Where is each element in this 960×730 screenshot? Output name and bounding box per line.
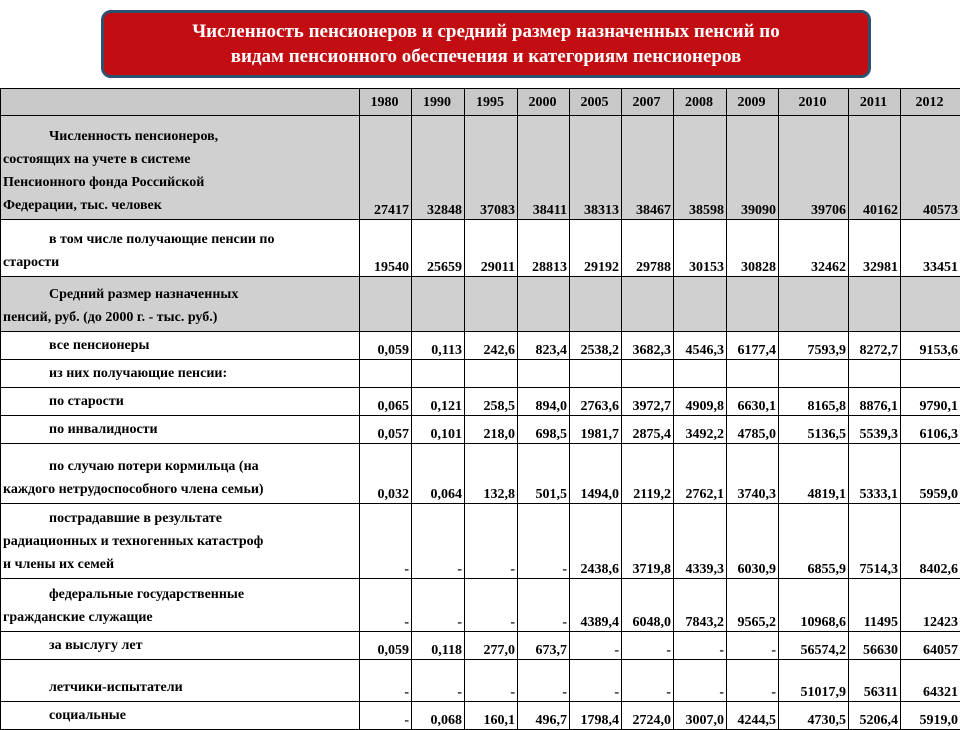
value-cell bbox=[518, 277, 570, 332]
year-header: 2012 bbox=[901, 89, 960, 116]
value-cell: 37083 bbox=[465, 116, 518, 220]
row-label-line: в том числе получающие пенсии по bbox=[3, 228, 357, 251]
row-label-line: старости bbox=[3, 251, 357, 274]
value-cell bbox=[622, 277, 674, 332]
value-cell: 32462 bbox=[779, 220, 849, 277]
value-cell: 3682,3 bbox=[622, 332, 674, 360]
value-cell: 33451 bbox=[901, 220, 960, 277]
value-cell: 698,5 bbox=[518, 416, 570, 444]
row-label-line: каждого нетрудоспособного члена семьи) bbox=[3, 478, 357, 501]
row-label bbox=[1, 702, 360, 730]
table-row bbox=[1, 332, 960, 360]
table-row bbox=[1, 702, 960, 730]
value-cell: 30153 bbox=[674, 220, 727, 277]
table-row bbox=[1, 277, 960, 332]
value-cell: 0,118 bbox=[412, 632, 465, 660]
value-cell bbox=[570, 360, 622, 388]
value-cell: 30828 bbox=[727, 220, 779, 277]
year-header: 2011 bbox=[849, 89, 901, 116]
value-cell: 242,6 bbox=[465, 332, 518, 360]
value-cell: 64057 bbox=[901, 632, 960, 660]
row-label-line: социальные bbox=[3, 704, 357, 727]
value-cell: 2875,4 bbox=[622, 416, 674, 444]
value-cell: 501,5 bbox=[518, 444, 570, 504]
value-cell: - bbox=[622, 660, 674, 702]
value-cell bbox=[360, 277, 412, 332]
header-row bbox=[1, 89, 960, 116]
row-label bbox=[1, 220, 360, 277]
value-cell: - bbox=[727, 660, 779, 702]
value-cell: - bbox=[412, 504, 465, 579]
value-cell: 5539,3 bbox=[849, 416, 901, 444]
value-cell: 12423 bbox=[901, 579, 960, 632]
value-cell: 1798,4 bbox=[570, 702, 622, 730]
year-header: 1990 bbox=[412, 89, 465, 116]
value-cell bbox=[465, 277, 518, 332]
value-cell: - bbox=[518, 504, 570, 579]
value-cell: 40573 bbox=[901, 116, 960, 220]
value-cell: 1494,0 bbox=[570, 444, 622, 504]
value-cell bbox=[901, 360, 960, 388]
value-cell: - bbox=[360, 660, 412, 702]
row-label-line: пострадавшие в результате bbox=[3, 507, 357, 530]
table-row bbox=[1, 360, 960, 388]
value-cell: 29011 bbox=[465, 220, 518, 277]
row-label-line: из них получающие пенсии: bbox=[3, 362, 357, 385]
value-cell: 40162 bbox=[849, 116, 901, 220]
row-label bbox=[1, 444, 360, 504]
table-row bbox=[1, 504, 960, 579]
value-cell: 0,059 bbox=[360, 632, 412, 660]
value-cell: 7514,3 bbox=[849, 504, 901, 579]
value-cell: 10968,6 bbox=[779, 579, 849, 632]
row-label bbox=[1, 632, 360, 660]
title-banner bbox=[101, 10, 871, 78]
value-cell: 2438,6 bbox=[570, 504, 622, 579]
table-row bbox=[1, 116, 960, 220]
row-label-line: радиационных и техногенных катастроф bbox=[3, 530, 357, 553]
year-header: 1995 bbox=[465, 89, 518, 116]
value-cell: 4244,5 bbox=[727, 702, 779, 730]
value-cell: 4730,5 bbox=[779, 702, 849, 730]
value-cell: 6048,0 bbox=[622, 579, 674, 632]
value-cell: 3740,3 bbox=[727, 444, 779, 504]
row-label-line: все пенсионеры bbox=[3, 334, 357, 357]
value-cell: 4785,0 bbox=[727, 416, 779, 444]
value-cell: 2119,2 bbox=[622, 444, 674, 504]
value-cell: 11495 bbox=[849, 579, 901, 632]
value-cell: 25659 bbox=[412, 220, 465, 277]
value-cell: 0,121 bbox=[412, 388, 465, 416]
value-cell: 8272,7 bbox=[849, 332, 901, 360]
value-cell: 19540 bbox=[360, 220, 412, 277]
value-cell bbox=[622, 360, 674, 388]
year-header: 2009 bbox=[727, 89, 779, 116]
value-cell bbox=[901, 277, 960, 332]
value-cell: - bbox=[412, 579, 465, 632]
value-cell: 38411 bbox=[518, 116, 570, 220]
value-cell: 38467 bbox=[622, 116, 674, 220]
value-cell: 5919,0 bbox=[901, 702, 960, 730]
value-cell: 39706 bbox=[779, 116, 849, 220]
value-cell: - bbox=[360, 579, 412, 632]
value-cell bbox=[849, 277, 901, 332]
value-cell: - bbox=[570, 632, 622, 660]
row-label-line: Средний размер назначенных bbox=[3, 283, 357, 306]
value-cell: - bbox=[465, 504, 518, 579]
value-cell: 6030,9 bbox=[727, 504, 779, 579]
row-label bbox=[1, 277, 360, 332]
value-cell: 4909,8 bbox=[674, 388, 727, 416]
value-cell: - bbox=[674, 660, 727, 702]
row-label bbox=[1, 504, 360, 579]
row-label bbox=[1, 360, 360, 388]
value-cell: - bbox=[412, 660, 465, 702]
value-cell: 0,068 bbox=[412, 702, 465, 730]
value-cell: 38598 bbox=[674, 116, 727, 220]
value-cell: 8876,1 bbox=[849, 388, 901, 416]
row-label-line: по случаю потери кормильца (на bbox=[3, 455, 357, 478]
row-label-line: за выслугу лет bbox=[3, 634, 357, 657]
value-cell: 5136,5 bbox=[779, 416, 849, 444]
row-label-line: и члены их семей bbox=[3, 553, 357, 576]
value-cell: 5333,1 bbox=[849, 444, 901, 504]
row-label-line: Численность пенсионеров, bbox=[3, 125, 357, 148]
row-label bbox=[1, 332, 360, 360]
year-header: 1980 bbox=[360, 89, 412, 116]
value-cell: 160,1 bbox=[465, 702, 518, 730]
year-header: 2008 bbox=[674, 89, 727, 116]
value-cell: 6630,1 bbox=[727, 388, 779, 416]
value-cell bbox=[412, 277, 465, 332]
value-cell bbox=[849, 360, 901, 388]
value-cell bbox=[570, 277, 622, 332]
value-cell bbox=[360, 360, 412, 388]
value-cell: 0,059 bbox=[360, 332, 412, 360]
table-row bbox=[1, 660, 960, 702]
value-cell: - bbox=[622, 632, 674, 660]
value-cell: 32981 bbox=[849, 220, 901, 277]
value-cell: 0,064 bbox=[412, 444, 465, 504]
value-cell bbox=[779, 277, 849, 332]
row-label-line: по инвалидности bbox=[3, 418, 357, 441]
value-cell: 673,7 bbox=[518, 632, 570, 660]
value-cell: 8402,6 bbox=[901, 504, 960, 579]
value-cell: 0,113 bbox=[412, 332, 465, 360]
value-cell: 258,5 bbox=[465, 388, 518, 416]
value-cell: 277,0 bbox=[465, 632, 518, 660]
value-cell: 0,057 bbox=[360, 416, 412, 444]
value-cell bbox=[412, 360, 465, 388]
value-cell: 6855,9 bbox=[779, 504, 849, 579]
value-cell: 1981,7 bbox=[570, 416, 622, 444]
value-cell: 9565,2 bbox=[727, 579, 779, 632]
value-cell: 6106,3 bbox=[901, 416, 960, 444]
value-cell: - bbox=[518, 660, 570, 702]
value-cell: 3492,2 bbox=[674, 416, 727, 444]
value-cell: 7843,2 bbox=[674, 579, 727, 632]
value-cell: 132,8 bbox=[465, 444, 518, 504]
value-cell: 4819,1 bbox=[779, 444, 849, 504]
value-cell: 8165,8 bbox=[779, 388, 849, 416]
table-row bbox=[1, 444, 960, 504]
year-header: 2010 bbox=[779, 89, 849, 116]
value-cell: 0,101 bbox=[412, 416, 465, 444]
value-cell: 823,4 bbox=[518, 332, 570, 360]
value-cell: 6177,4 bbox=[727, 332, 779, 360]
row-label bbox=[1, 116, 360, 220]
value-cell: 2538,2 bbox=[570, 332, 622, 360]
value-cell: 29788 bbox=[622, 220, 674, 277]
value-cell: 3972,7 bbox=[622, 388, 674, 416]
value-cell: 27417 bbox=[360, 116, 412, 220]
row-label-line: федеральные государственные bbox=[3, 583, 357, 606]
title-line-1: Численность пенсионеров и средний размер назначенных пенсий по bbox=[192, 19, 780, 44]
value-cell bbox=[674, 277, 727, 332]
row-label-line: по старости bbox=[3, 390, 357, 413]
value-cell: - bbox=[465, 660, 518, 702]
value-cell: 0,032 bbox=[360, 444, 412, 504]
value-cell: 51017,9 bbox=[779, 660, 849, 702]
value-cell: 56630 bbox=[849, 632, 901, 660]
table-row bbox=[1, 416, 960, 444]
table-row bbox=[1, 220, 960, 277]
value-cell: 4546,3 bbox=[674, 332, 727, 360]
row-label-line: пенсий, руб. (до 2000 г. - тыс. руб.) bbox=[3, 306, 357, 329]
row-label bbox=[1, 416, 360, 444]
value-cell: 5206,4 bbox=[849, 702, 901, 730]
row-label-line: Федерации, тыс. человек bbox=[3, 194, 357, 217]
value-cell: 2763,6 bbox=[570, 388, 622, 416]
value-cell: 496,7 bbox=[518, 702, 570, 730]
value-cell: 38313 bbox=[570, 116, 622, 220]
value-cell: - bbox=[518, 579, 570, 632]
value-cell: - bbox=[360, 702, 412, 730]
value-cell: 29192 bbox=[570, 220, 622, 277]
value-cell: 4339,3 bbox=[674, 504, 727, 579]
row-label-line: Пенсионного фонда Российской bbox=[3, 171, 357, 194]
value-cell: - bbox=[360, 504, 412, 579]
year-header: 2007 bbox=[622, 89, 674, 116]
value-cell: 2724,0 bbox=[622, 702, 674, 730]
value-cell: 9790,1 bbox=[901, 388, 960, 416]
title-line-2: видам пенсионного обеспечения и категориям пенсионеров bbox=[231, 44, 742, 69]
value-cell: 7593,9 bbox=[779, 332, 849, 360]
value-cell: 3719,8 bbox=[622, 504, 674, 579]
year-header: 2005 bbox=[570, 89, 622, 116]
year-header: 2000 bbox=[518, 89, 570, 116]
pension-table bbox=[0, 88, 960, 730]
value-cell bbox=[779, 360, 849, 388]
value-cell: 5959,0 bbox=[901, 444, 960, 504]
row-label-line: летчики-испытатели bbox=[3, 676, 357, 699]
row-label-line: гражданские служащие bbox=[3, 606, 357, 629]
value-cell bbox=[727, 277, 779, 332]
value-cell: 218,0 bbox=[465, 416, 518, 444]
value-cell bbox=[727, 360, 779, 388]
value-cell bbox=[674, 360, 727, 388]
value-cell bbox=[518, 360, 570, 388]
value-cell: 32848 bbox=[412, 116, 465, 220]
value-cell bbox=[465, 360, 518, 388]
value-cell: 3007,0 bbox=[674, 702, 727, 730]
value-cell: 56311 bbox=[849, 660, 901, 702]
value-cell: 9153,6 bbox=[901, 332, 960, 360]
value-cell: 64321 bbox=[901, 660, 960, 702]
value-cell: 56574,2 bbox=[779, 632, 849, 660]
row-label bbox=[1, 579, 360, 632]
table-row bbox=[1, 388, 960, 416]
row-label-line: состоящих на учете в системе bbox=[3, 148, 357, 171]
value-cell: 2762,1 bbox=[674, 444, 727, 504]
value-cell: - bbox=[570, 660, 622, 702]
value-cell: - bbox=[465, 579, 518, 632]
value-cell: 4389,4 bbox=[570, 579, 622, 632]
value-cell: 28813 bbox=[518, 220, 570, 277]
row-label bbox=[1, 388, 360, 416]
value-cell: - bbox=[674, 632, 727, 660]
value-cell: 39090 bbox=[727, 116, 779, 220]
table-row bbox=[1, 632, 960, 660]
header-corner bbox=[1, 89, 360, 116]
row-label bbox=[1, 660, 360, 702]
value-cell: 894,0 bbox=[518, 388, 570, 416]
table-row bbox=[1, 579, 960, 632]
value-cell: - bbox=[727, 632, 779, 660]
value-cell: 0,065 bbox=[360, 388, 412, 416]
